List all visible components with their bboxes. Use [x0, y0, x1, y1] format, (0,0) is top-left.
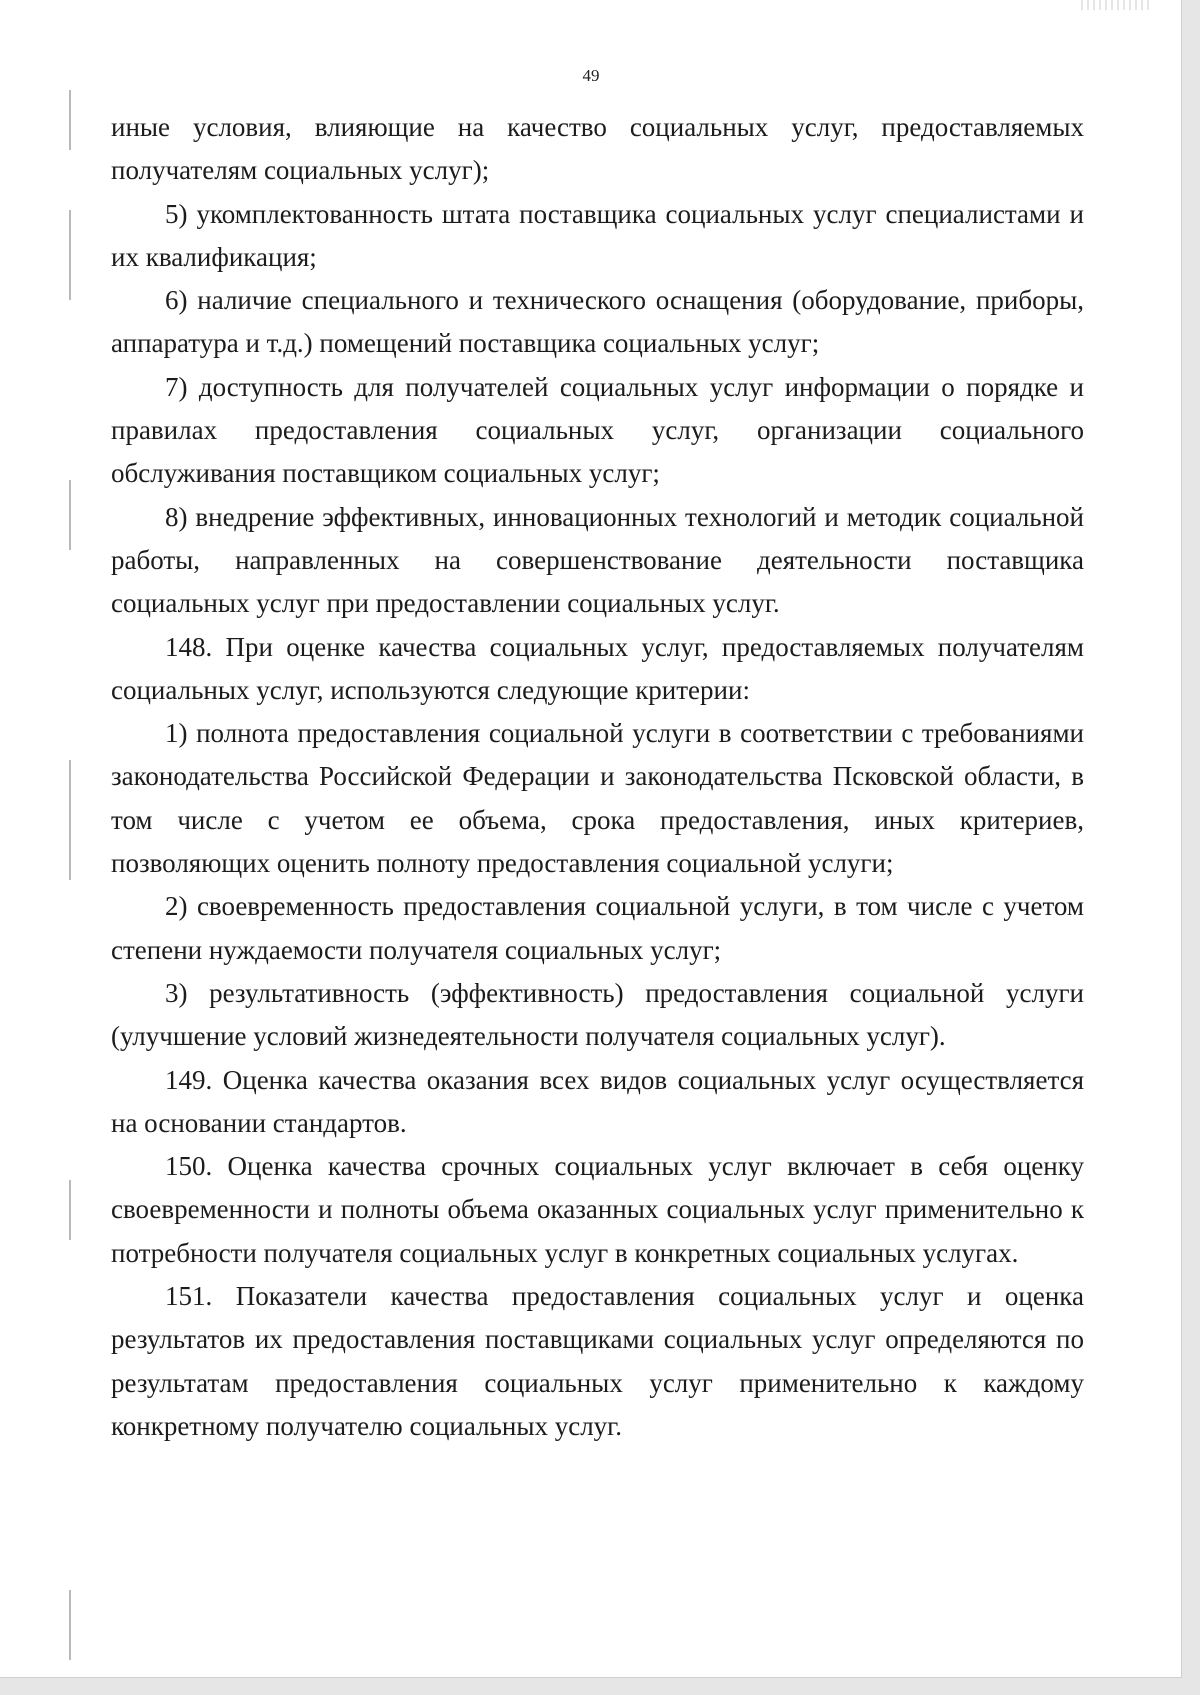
paragraph: 2) своевременность предоставления социальной услуги, в том числе с учетом степени нуждаемости получателя социальных услуг;: [111, 891, 1084, 965]
scan-margin-line: [69, 1590, 71, 1660]
document-body: [111, 106, 1084, 1448]
paragraph: 151. Показатели качества предоставления социальных услуг и оценка результатов их предоставления поставщиками социальных услуг определяются по результатам предоставления социальных услуг применительно к каждому конкретному получателю социальных услуг.: [111, 1281, 1084, 1441]
scan-margin-line: [69, 760, 71, 880]
scan-margin-line: [69, 90, 71, 150]
paragraph: 8) внедрение эффективных, инновационных технологий и методик социальной работы, направленных на совершенствование деятельности поставщика социальных услуг при предоставлении социальных услуг.: [111, 501, 1084, 619]
paragraph: 150. Оценка качества срочных социальных услуг включает в себя оценку своевременности и полноты объема оказанных социальных услуг применительно к потребности получателя социальных услуг в конкретных социальных услугах.: [111, 1151, 1084, 1268]
scan-margin-line: [69, 210, 71, 300]
page-number: 49: [582, 66, 600, 85]
scan-margin-line: [69, 1180, 71, 1240]
paragraph: иные условия, влияющие на качество социальных услуг, предоставляемых получателям социальных услуг);: [111, 112, 1084, 186]
paragraph: 7) доступность для получателей социальных услуг информации о порядке и правилах предоставления социальных услуг, организации социального обслуживания поставщиком социальных услуг;: [111, 371, 1084, 489]
scan-margin-line: [69, 480, 71, 550]
paragraph: 3) результативность (эффективность) предоставления социальной услуги (улучшение условий жизнедеятельности получателя социальных услуг).: [111, 977, 1084, 1052]
paragraph: 6) наличие специального и технического оснащения (оборудование, приборы, аппаратура и т.д.) помещений поставщика социальных услуг;: [111, 285, 1084, 359]
paragraph: 5) укомплектованность штата поставщика социальных услуг специалистами и их квалификация;: [111, 198, 1084, 272]
paragraph: 149. Оценка качества оказания всех видов социальных услуг осуществляется на основании стандартов.: [111, 1064, 1084, 1138]
paragraph: 148. При оценке качества социальных услуг, предоставляемых получателям социальных услуг, используются следующие критерии:: [111, 631, 1084, 705]
paragraph: 1) полнота предоставления социальной услуги в соответствии с требованиями законодательства Российской Федерации и законодательства Псковской области, в том числе с учетом ее объема, срока предоставления, иных критериев, позволяющих оценить полноту предоставления социальной услуги;: [111, 718, 1084, 879]
scan-artifact: [1081, 0, 1151, 10]
